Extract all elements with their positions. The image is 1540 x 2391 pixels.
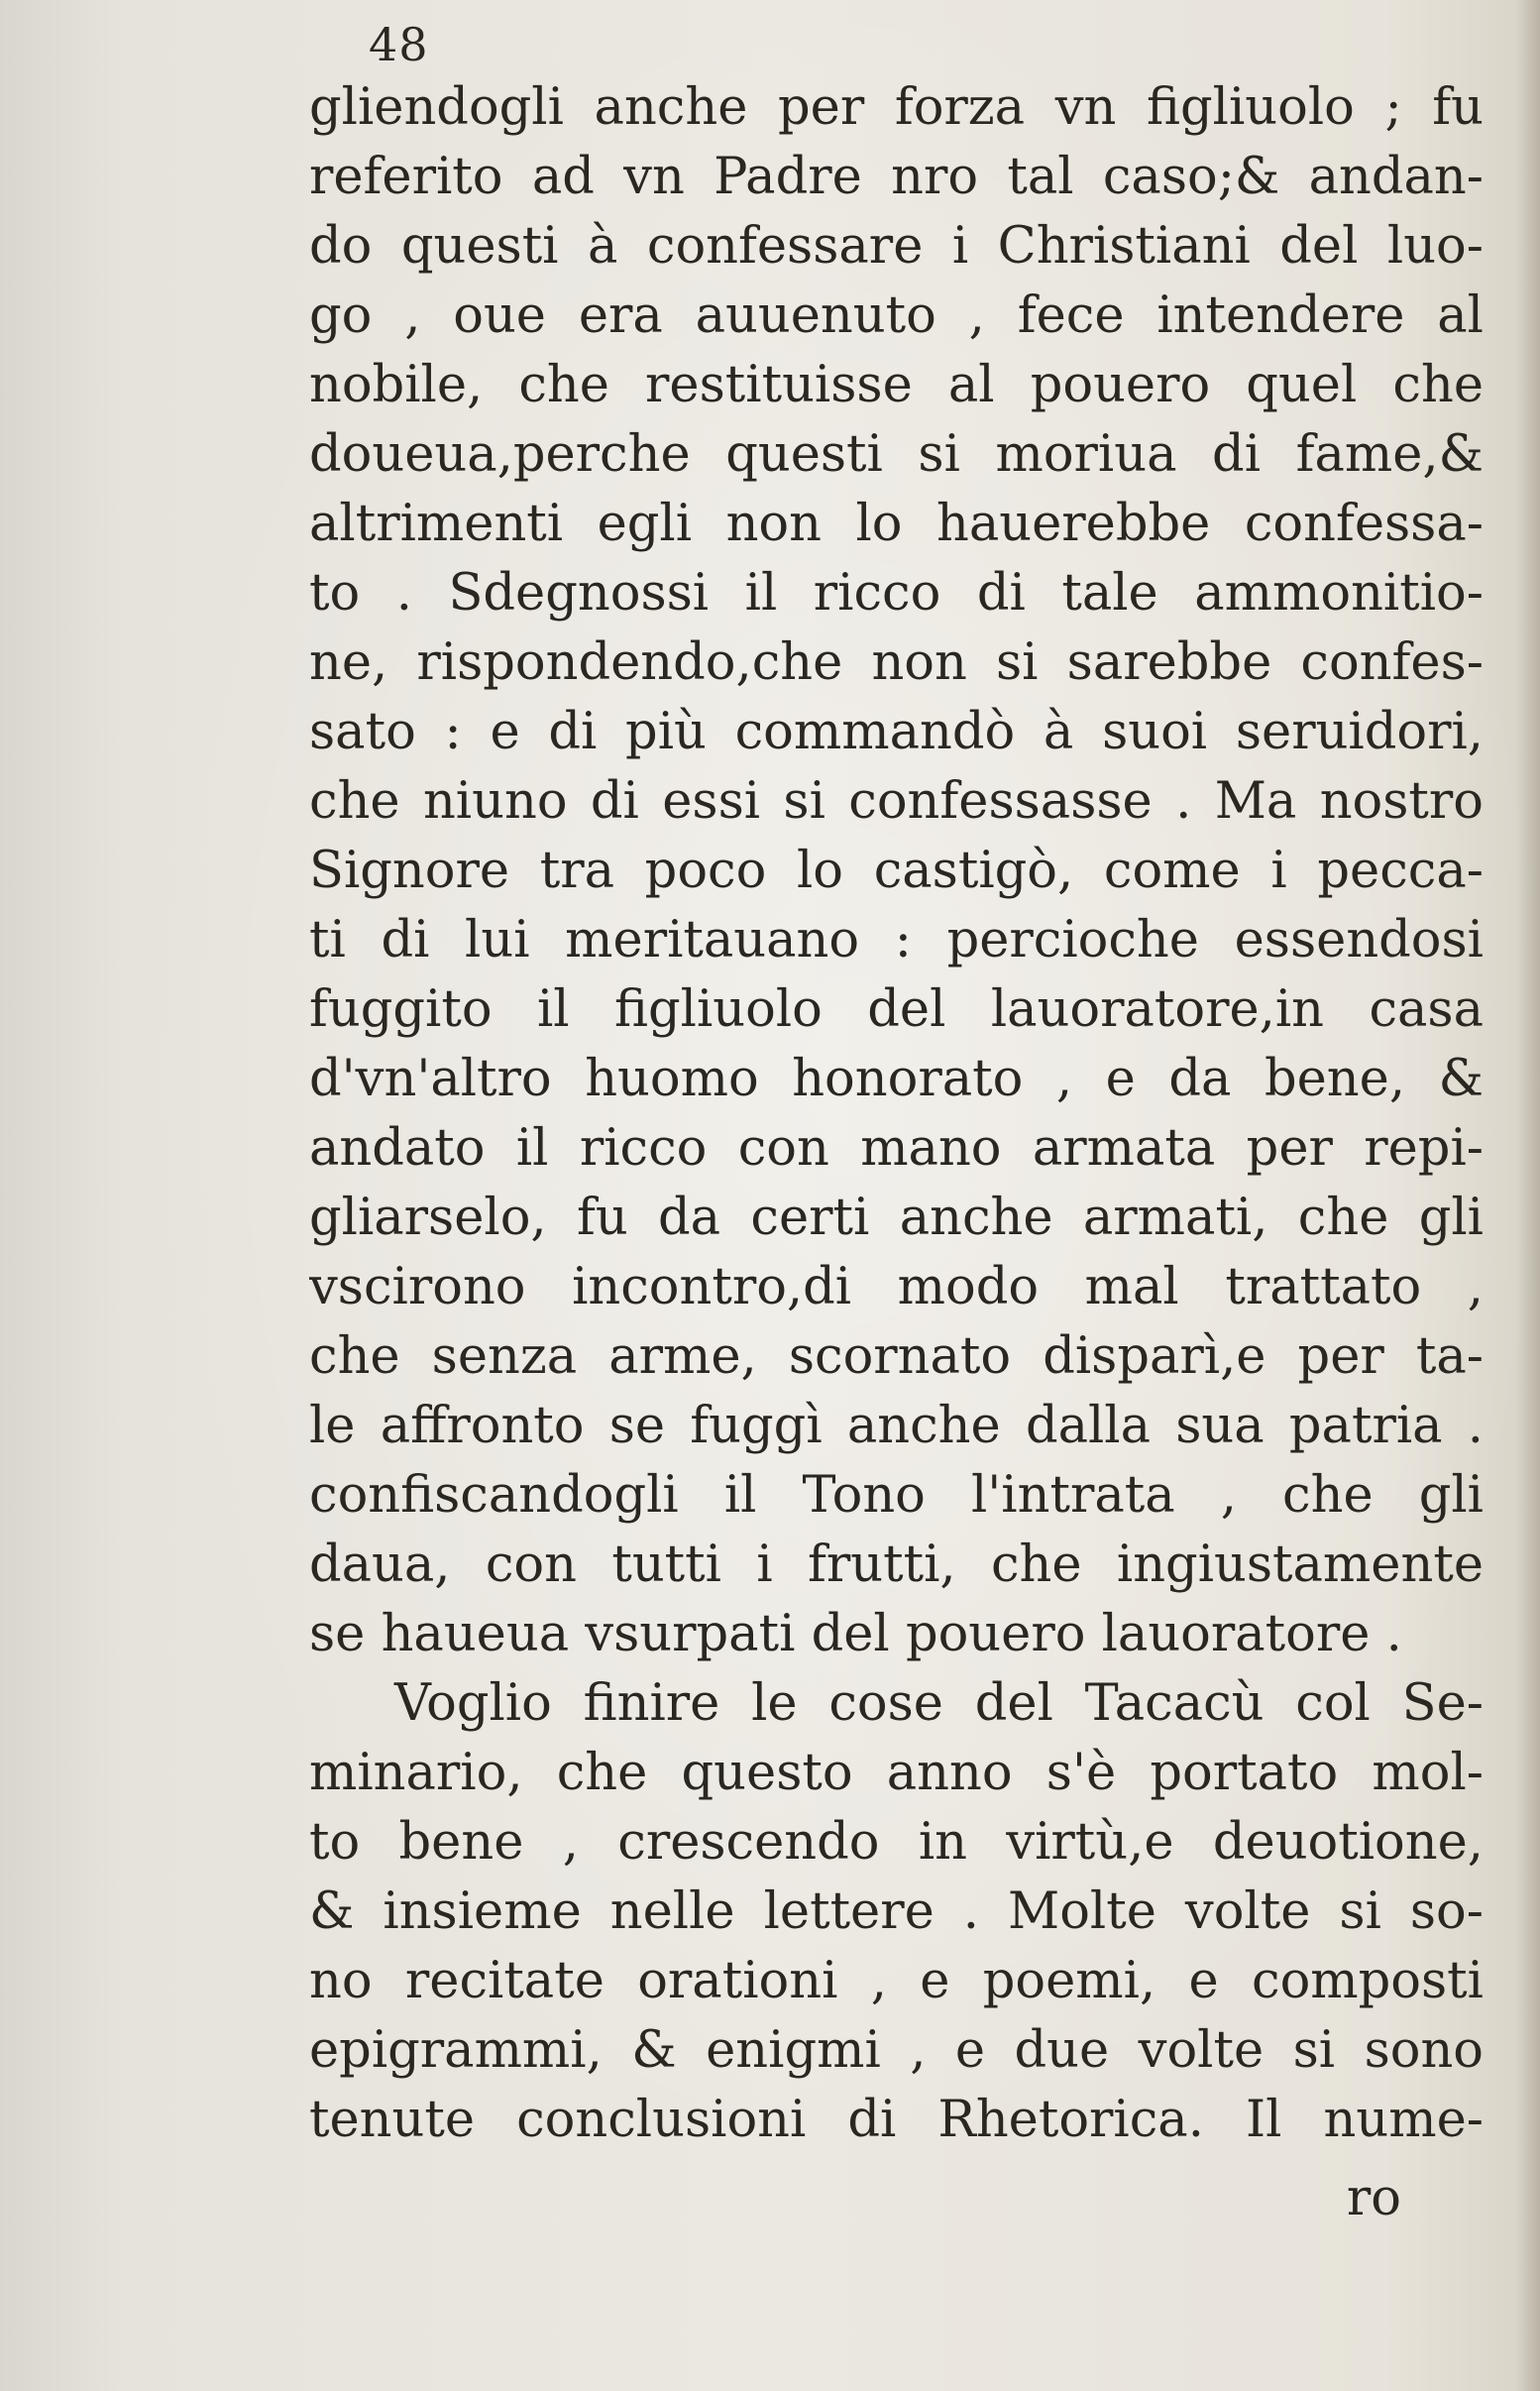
text-line: altrimenti egli non lo hauerebbe confessa- <box>309 495 1484 553</box>
text-line: fuggito il figliuolo del lauoratore,in casa <box>309 980 1484 1039</box>
text-line: le affronto se fuggì anche dalla sua patria . <box>309 1397 1484 1455</box>
text-line: sato : e di più commandò à suoi seruidori, <box>309 703 1484 761</box>
text-line: vscirono incontro,di modo mal trattato , <box>309 1258 1484 1316</box>
text-line: doueua,perche questi si moriua di fame,& <box>309 425 1484 484</box>
text-line: Signore tra poco lo castigò, come i pecca- <box>309 842 1484 900</box>
text-line: se haueua vsurpati del pouero lauoratore . <box>309 1605 1402 1663</box>
text-line: ne, rispondendo,che non si sarebbe confes- <box>309 633 1484 692</box>
text-line: che niuno di essi si confessasse . Ma nostro <box>309 772 1484 831</box>
text-line: no recitate orationi , e poemi, e composti <box>309 1952 1484 2010</box>
text-line: to . Sdegnossi il ricco di tale ammonitio- <box>309 564 1484 623</box>
text-line: do questi à confessare i Christiani del luo- <box>309 217 1484 276</box>
text-line: go , oue era auuenuto , fece intendere al <box>309 286 1484 345</box>
text-line: che senza arme, scornato disparì,e per ta- <box>309 1327 1484 1386</box>
text-line: nobile, che restituisse al pouero quel che <box>309 356 1484 414</box>
text-line: referito ad vn Padre nro tal caso;& andan- <box>309 148 1484 206</box>
page-edge-shadow <box>1516 0 1540 2391</box>
text-line: tenute conclusioni di Rhetorica. Il nume- <box>309 2091 1484 2149</box>
text-line: confiscandogli il Tono l'intrata , che gli <box>309 1466 1484 1525</box>
text-line: minario, che questo anno s'è portato mol- <box>309 1744 1484 1802</box>
text-line: gliarselo, fu da certi anche armati, che gli <box>309 1189 1484 1247</box>
text-line: daua, con tutti i frutti, che ingiustamente <box>309 1536 1484 1594</box>
body-text <box>309 73 1484 2155</box>
text-line: & insieme nelle lettere . Molte volte si so- <box>309 1882 1484 1941</box>
paragraph-first-line: Voglio finire le cose del Tacacù col Se- <box>394 1674 1484 1733</box>
text-line: d'vn'altro huomo honorato , e da bene, & <box>309 1050 1484 1108</box>
text-line: ti di lui meritauano : percioche essendosi <box>309 911 1484 969</box>
catchword: ro <box>1346 2169 1401 2227</box>
text-line: gliendogli anche per forza vn figliuolo ; fu <box>309 78 1484 137</box>
text-line: to bene , crescendo in virtù,e deuotione, <box>309 1813 1484 1872</box>
text-line: epigrammi, & enigmi , e due volte si sono <box>309 2021 1484 2080</box>
page-number: 48 <box>369 18 429 71</box>
text-line: andato il ricco con mano armata per repi- <box>309 1119 1484 1178</box>
